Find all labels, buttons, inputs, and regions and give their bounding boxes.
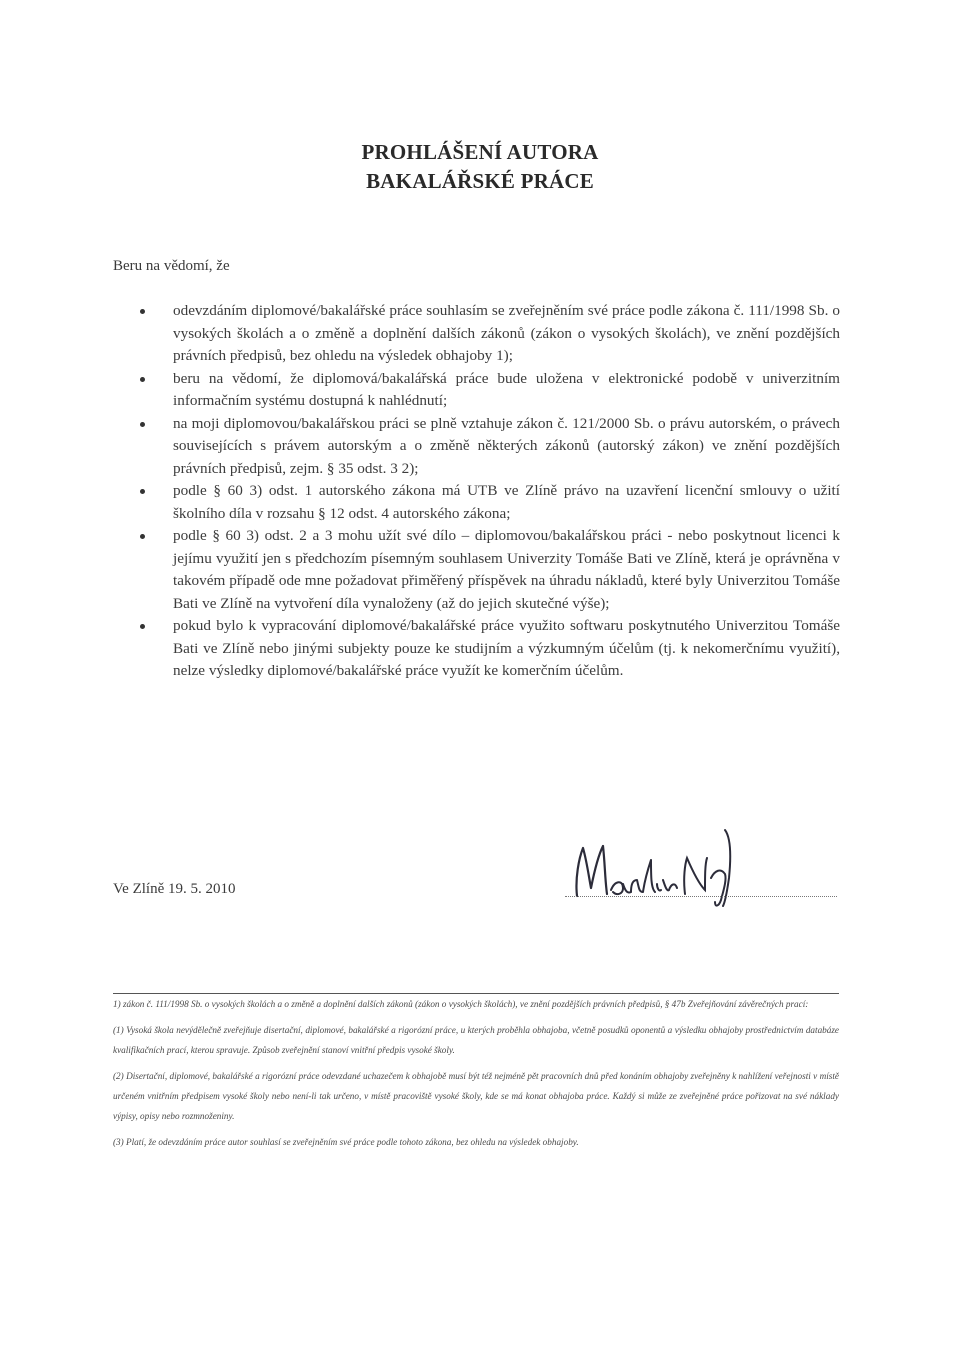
bullet-icon	[140, 534, 145, 539]
list-item-text: podle § 60 3) odst. 1 autorského zákona má UTB ve Zlíně právo na uzavření licenční smlouvy o užití školního díla v rozsahu § 12 odst. 4 autorského zákona;	[173, 482, 840, 522]
bullet-icon	[140, 624, 145, 629]
list-item	[140, 615, 840, 683]
footnote-1: 1) zákon č. 111/1998 Sb. o vysokých školách a o změně a doplnění dalších zákonů (zákon o vysokých školách), ve znění pozdějších právních předpisů, § 47b Zveřejňování závěrečných prací:	[113, 999, 809, 1009]
intro-text: Beru na vědomí, že	[113, 258, 230, 274]
list-item-text: pokud bylo k vypracování diplomové/bakalářské práce využito softwaru poskytnutého Univerzitou Tomáše Bati ve Zlíně nebo jinými subjekty pouze ke studijním a výzkumným účelům (tj. k nekomerčnímu využití), nelze výsledky diplomové/bakalářské práce využít ke komerčním účelům.	[173, 617, 840, 679]
list-item	[140, 480, 840, 525]
footnotes	[113, 994, 839, 1158]
footnote-1-para-2: (2) Disertační, diplomové, bakalářské a rigorózní práce odevzdané uchazečem k obhajobě musí být též nejméně pět pracovních dnů před konáním obhajoby zveřejněny k nahlížení veřejnosti v místě určeném vnitřním předpisem vysoké školy nebo není-li tak určeno, v místě pracoviště vysoké školy, kde se má konat obhajoba práce. Každý si může ze zveřejněné práce pořizovat na své náklady výpisy, opisy nebo rozmnoženiny.	[113, 1071, 839, 1121]
list-item	[140, 525, 840, 615]
list-item-text: podle § 60 3) odst. 2 a 3 mohu užít své dílo – diplomovou/bakalářskou práci - nebo poskytnout licenci k jejímu využití jen s předchozím písemným souhlasem Univerzity Tomáše Bati ve Zlíně, která je oprávněna v takovém případě ode mne požadovat přiměřený příspěvek na úhradu nákladů, které byly Univerzitou Tomáše Bati ve Zlíně na vytvoření díla vynaloženy (až do jejich skutečné výše);	[173, 527, 840, 612]
list-item-text: na moji diplomovou/bakalářskou práci se plně vztahuje zákon č. 121/2000 Sb. o právu autorském, o právech souvisejících s právem autorským a o změně některých zákonů (autorský zákon) ve znění pozdějších právních předpisů, zejm. § 35 odst. 3 2);	[173, 414, 840, 477]
list-item-text: beru na vědomí, že diplomová/bakalářská práce bude uložena v elektronické podobě v univerzitním informačním systému dostupná k nahlédnutí;	[173, 369, 840, 409]
list-item	[140, 413, 840, 481]
footnote-1-para-1: (1) Vysoká škola nevýdělečně zveřejňuje disertační, diplomové, bakalářské a rigorózní práce, u kterých proběhla obhajoba, včetně posudků oponentů a výsledku obhajoby prostřednictvím databáze kvalifikačních prací, kterou spravuje. Způsob zveřejnění stanoví vnitřní předpis vysoké školy.	[113, 1025, 839, 1055]
bullet-icon	[140, 377, 145, 382]
place-and-date: Ve Zlíně 19. 5. 2010	[113, 881, 236, 897]
signature-line	[565, 896, 837, 897]
bullet-icon	[140, 309, 145, 314]
bullet-icon	[140, 422, 145, 427]
list-item	[140, 368, 840, 413]
bullet-icon	[140, 489, 145, 494]
declaration-list	[140, 300, 840, 683]
list-item	[140, 300, 840, 368]
footnote-1-para-3: (3) Platí, že odevzdáním práce autor souhlasí se zveřejněním své práce podle tohoto zákona, bez ohledu na výsledek obhajoby.	[113, 1137, 579, 1147]
document-title-line1: PROHLÁŠENÍ AUTORA	[361, 140, 599, 164]
list-item-text: odevzdáním diplomové/bakalářské práce souhlasím se zveřejněním své práce podle zákona č. 111/1998 Sb. o vysokých školách a o změně a doplnění dalších zákonů (zákon o vysokých školách), ve znění pozdějších právních předpisů, bez ohledu na výsledek obhajoby 1);	[173, 302, 840, 364]
document-title-line2: BAKALÁŘSKÉ PRÁCE	[366, 169, 594, 193]
